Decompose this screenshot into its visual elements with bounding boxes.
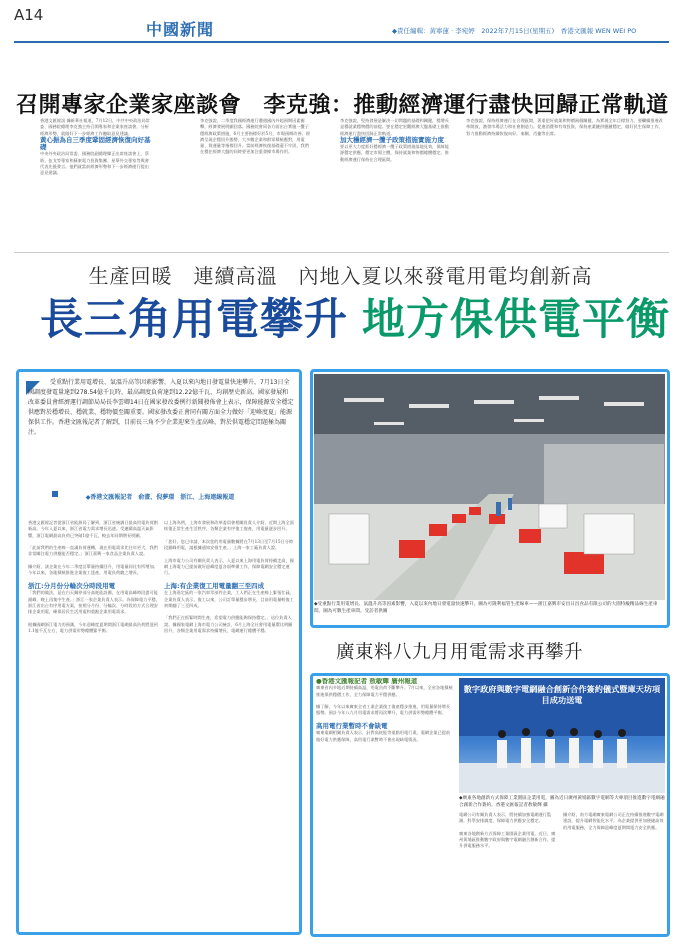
page-number: A14 xyxy=(14,6,44,24)
top-sub-1: 黃心振為自三季度鞏固經濟恢復向好基礎 xyxy=(40,135,151,152)
guangdong-col-3: 據介紹，南方電網廣東電網公司正在持續推進數字電網建設，提升電網智能化水平，為企業提供更加便捷高效的用電服務，全力保障迎峰度夏期間電力安全供應。 xyxy=(563,812,664,830)
guangdong-headline: 廣東料八九月用電需求再攀升 xyxy=(336,642,584,663)
feature-lead: 受重點行業用電增長、氣溫升高等因素影響，入夏以來內地日發電量快速攀升，7月13日全國調度發電量達到278.54億千瓦時，最高調度負荷達到12.22億千瓦，均創歷史新高。國家發展和改革委員會經濟運行調節局局長李雲卿14日在國家發改委例行新聞發佈會上表示，保障能源安全穩定供應對於穩增長、穩就業、穩物價至關重要。國家發改委正會同有關方面全力做好「迎峰度夏」能源保供工作。香港文匯報記者了解到，目前長三角不少企業迎來生產高峰，對於供電穩定問題極為關注。 xyxy=(28,379,294,436)
feature-byline: ◆香港文匯報記者 俞晝、倪夢璟 浙江、上海連線報道 xyxy=(85,494,235,501)
left-story-col-1: 香港文匯報記者從浙江省能源局了解到，浙江省統調日最高用電負荷創新高。今年入夏以來，浙江省電力需求增長迅速。受連續高溫天氣影響，浙江電網最高負荷已突破1億千瓦，較去年同期增長明顯。 「此前我們的生產線一直滿負荷運轉，現在用電需求比往年更大，我們非常關注電力供應能否穩定。」浙江嘉興一家食品企業負責人說。 據介紹，該企業在今年二季度訂單量持續回升，用電量同比有所增加。今年以來，各地積極推進企業復工達產，用電負荷隨之增長。 浙江:分月份分輪次分時段用電 「我們的做法，是在白天關停部分高耗能設備，在用電高峰時段盡可能錯峰，晚上再集中生產。」浙江一家企業負責人表示。為保障電力平穩，浙江省出台有序用電方案，按照分月份、分輪次、分時段的方式合理安排企業用電，確保居民生活用電和重點企業用電需求。 根據國網浙江電力的預測，今年迎峰度夏期間浙江電網最高負荷將達到1.1億千瓦左右，電力供需形勢總體緊平衡。 xyxy=(28,520,160,634)
top-article-col-4: 李克強說，保持經濟運行在合理區間，著重把好就業和物價兩個關鍵，為實現全年目標努力。要繼續推進改革開放，激發市場活力和社會創造力。促進消費和有效投資，保持產業鏈供應鏈穩定，做好民生保障工作，努力推動經濟持續恢復向好。秦剛、肖捷等出席。 xyxy=(466,118,663,136)
left-sub-1: 浙江:分月份分輪次分時段用電 xyxy=(28,581,116,590)
left-story-col-2: 以上海為例，上海市發展和改革委員會相關負責人介紹，近期上海全面恢復正常生產生活秩序，各類企業有序復工復產，用電量逐步回升。 「您好，您已申請，本次您的用電量數據將在7月13日至7月15日分時段錯峰用電，請根據通知安排生產。」上海一家工廠負責人說。 上海市電力公司有關負責人表示，入夏以來上海用電負荷持續走高，國網上海電力已提前做好迎峰度夏各項準備工作，保障電網安全穩定運行。 上海:有企業復工用電量翻三至四成 在上海嘉定區的一家汽車零部件企業，工人們正在生產線上緊張忙碌。企業負責人表示，復工以來，公司訂單量穩步增長，目前用電量較復工初期翻了三至四成。 「我們正在抓緊時間生產，希望電力供應能夠保持穩定。」這位負責人說。據國家電網上海市電力公司統計，6月上海全社會用電量環比明顯回升，各類企業用電需求持續增長，電網運行總體平穩。 xyxy=(164,520,294,634)
photo2-caption: ◆廣東各地創新方式保障工業園區企業用電，圖為近日廣州黃埔區數字電網等大專項目推進數字電網融合創新合作簽約。香港文匯報記者敖敏輝 攝 xyxy=(459,796,665,808)
top-article-col-1: 香港文匯報訊 據新華社報道，7月12日，中共中央政治局常委、國務院總理李克強主持召開專家和企業家座談會，分析經濟形勢，就做好下一步經濟工作聽取意見建議。 黃心振為自三季度鞏固經濟恢復向好基礎 中央外央政治局常委、國務院副總理韓正出席座談會上，蔡昉、伍戈等專家和蘇東電力投資集團、星華外交專家等與會代表先後發言。他們就當前經濟形勢和下一步經濟運行提出意見建議。 xyxy=(40,118,151,176)
photo-caption: ◆受重點行業用電增長、氣溫升高等因素影響，入夏以來內地日發電量快速攀升。圖為可隆利福管生產線車——浙江嘉興市安昌日昌食品有限公司的大園特級精品線生產車間。圖為可數生產車間。受訪者供圖 xyxy=(314,602,658,614)
feature-headline-right: 地方保供電平衡 xyxy=(362,295,670,345)
section-title: 中國新聞 xyxy=(146,20,215,39)
top-sub-2: 加大穩經濟一攬子政策措施實施力度 xyxy=(340,135,444,144)
factory-photo-illustration xyxy=(314,374,665,600)
feature-kicker: 生產回暖 連續高溫 內地入夏以來發電用電均創新高 xyxy=(88,264,593,288)
top-article-col-3: 李克強說，堅持發展是解決一切問題的基礎和關鍵，穩增長是穩就業穩物價的前提。要在穩定宏觀經濟大盤基礎上推動經濟運行盡快回歸正常軌道。 加大穩經濟一攬子政策措施實施力度 要以更大力度抓好穩經濟一攬子政策措施落地見效，保障能源穩定供應，穩定市場主體，保持就業和物價總體穩定，推動經濟運行保持在合理區間。 xyxy=(340,118,449,162)
left-sub-2: 上海:有企業復工用電量翻三至四成 xyxy=(164,581,265,590)
header-meta: ◆責任編輯：黃寧蓮 · 李宛婷 2022年7月15日(星期五) 香港文匯報 WEN WEI PO xyxy=(392,27,637,35)
section-divider xyxy=(14,252,669,253)
page-header xyxy=(0,0,681,44)
factory-photo xyxy=(314,374,665,600)
guangdong-sub: 高用電行業暫時不會缺電 xyxy=(316,722,388,731)
guangdong-col-1: ●香港文匯報記者 敖敏輝 廣州報道 廣東省內多地近期持續高溫，用電負荷不斷攀升。7月以來，全省各地積極推進保供穩價工作，全力保障電力平穩供應。 據了解，今年以來廣東全省工業企業復工復產穩步推進，用電量保持增長態勢。預計今年八九月用電需求將再次攀升，電力供需形勢總體平衡。 高用電行業暫時不會缺電 廣東電網相關負責人表示，針對高耗能等重點用電行業，電網企業已提前做好電力供應保障，高用電行業暫時不會出現缺電情況。 xyxy=(316,678,453,742)
photo2-banner: 數字政府與數字電網融合創新合作簽約儀式暨庫天坊項目成功送電 xyxy=(463,684,661,705)
guangdong-col-2: 電網公司有關負責人表示，將持續加強電網運行監測，科學安排調度，保障電力供應安全穩定。 廣東各地創新方式保障工業園區企業用電。近日，廣州黃埔區推動數字政府與數字電網融合創新合作，提升供電服務水平。 xyxy=(459,812,556,849)
header-rule xyxy=(14,41,669,43)
guangdong-byline: ●香港文匯報記者 敖敏輝 廣州報道 xyxy=(316,678,418,685)
top-article-title: 召開專家企業家座談會 李克強：推動經濟運行盡快回歸正常軌道 xyxy=(16,92,669,118)
top-article-col-2: 李克強說，二季度我國經濟運行遭遇國內外超預期因素衝擊，經濟發展明顯回落。國務院會同各方面出台實施一攬子穩經濟政策措施，6月主要指標好於5月，市場預期改善。經濟呈現企穩回升態勢，大多數企業和群眾積極應對，用電量、貨運量等指標回升。當前經濟恢復基礎還不牢固，我們在穩住經濟大盤的同時要更加注重發揮市場作用。 xyxy=(200,118,311,155)
feature-headline-left: 長三角用電攀升 xyxy=(40,295,348,345)
